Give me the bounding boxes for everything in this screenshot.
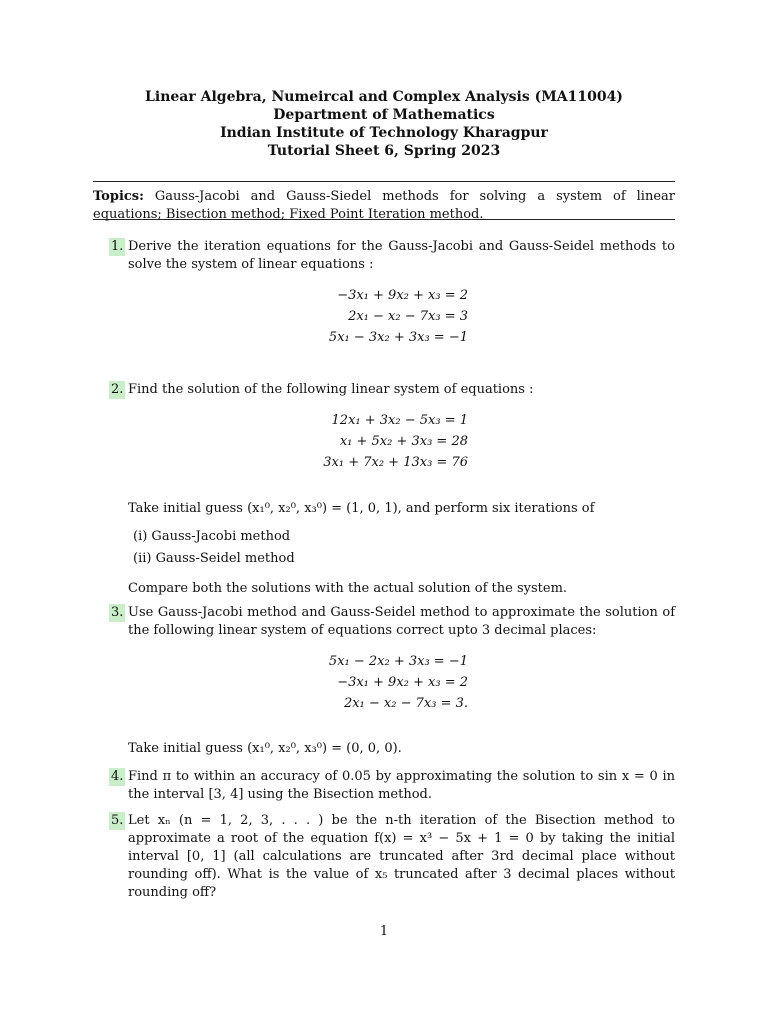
question-number: 5. — [111, 813, 124, 828]
question-number: 4. — [111, 769, 124, 784]
question-3 — [93, 604, 675, 640]
q2-followup — [93, 500, 675, 598]
question-text: Find π to within an accuracy of 0.05 by approximating the solution to sin x = 0 in the interval [3, 4] using the Bisection method. — [128, 769, 675, 802]
question-4 — [93, 768, 675, 804]
q1-equations — [0, 285, 768, 348]
equation: −3x₁ + 9x₂ + x₃ = 2 — [337, 288, 468, 303]
compare-text: Compare both the solutions with the actual solution of the system. — [128, 581, 568, 596]
institute: Indian Institute of Technology Kharagpur — [220, 125, 548, 141]
question-text: Let xₙ (n = 1, 2, 3, . . . ) be the n-th iteration of the Bisection method to approximate a root of the equation f(x) = x³ − 5x + 1 = 0 by taking the initial interval [0, 1] (all calculations are truncated after 3rd decimal place without rounding off). What is the value of x₅ truncated after 3 decimal places without rounding off? — [128, 813, 675, 900]
equation: 5x₁ − 2x₂ + 3x₃ = −1 — [328, 654, 468, 669]
question-text: Use Gauss-Jacobi method and Gauss-Seidel method to approximate the solution of the following linear system of equations correct upto 3 decimal places: — [128, 605, 675, 638]
department: Department of Mathematics — [273, 107, 495, 123]
question-text: Derive the iteration equations for the Gauss-Jacobi and Gauss-Seidel methods to solve the system of linear equations : — [128, 239, 675, 272]
equation: x₁ + 5x₂ + 3x₃ = 28 — [339, 434, 468, 449]
equation: 2x₁ − x₂ − 7x₃ = 3 — [348, 309, 468, 324]
course-title: Linear Algebra, Numeircal and Complex Analysis (MA11004) — [145, 89, 623, 105]
question-number: 2. — [111, 382, 124, 397]
equation: 2x₁ − x₂ − 7x₃ = 3. — [343, 696, 468, 711]
equation: 12x₁ + 3x₂ − 5x₃ = 1 — [331, 413, 468, 428]
equation: 3x₁ + 7x₂ + 13x₃ = 76 — [323, 455, 468, 470]
q2-equations — [0, 410, 768, 473]
equation: 5x₁ − 3x₂ + 3x₃ = −1 — [328, 330, 468, 345]
question-number: 3. — [111, 605, 124, 620]
document-header — [0, 88, 768, 160]
initial-guess: Take initial guess (x₁⁰, x₂⁰, x₃⁰) = (1, 0, 1), and perform six iterations of — [128, 501, 595, 516]
question-1 — [93, 238, 675, 274]
question-number: 1. — [111, 239, 124, 254]
method-list — [133, 526, 675, 570]
equation: −3x₁ + 9x₂ + x₃ = 2 — [337, 675, 468, 690]
initial-guess: Take initial guess (x₁⁰, x₂⁰, x₃⁰) = (0, 0, 0). — [128, 741, 402, 756]
page-number: 1 — [379, 924, 389, 939]
bottom-rule — [93, 219, 675, 220]
topics-text: Gauss-Jacobi and Gauss-Siedel methods for solving a system of linear equations; Bisection method; Fixed Point Iteration method. — [93, 189, 675, 222]
list-item: (i) Gauss-Jacobi method — [133, 529, 291, 544]
topics-label: Topics: — [93, 189, 144, 204]
question-5 — [93, 812, 675, 902]
top-rule — [93, 181, 675, 182]
q3-followup — [93, 740, 675, 758]
question-2 — [93, 381, 675, 399]
sheet-title: Tutorial Sheet 6, Spring 2023 — [267, 143, 501, 159]
q3-equations — [0, 651, 768, 714]
list-item: (ii) Gauss-Seidel method — [133, 551, 295, 566]
question-text: Find the solution of the following linear system of equations : — [128, 382, 534, 397]
